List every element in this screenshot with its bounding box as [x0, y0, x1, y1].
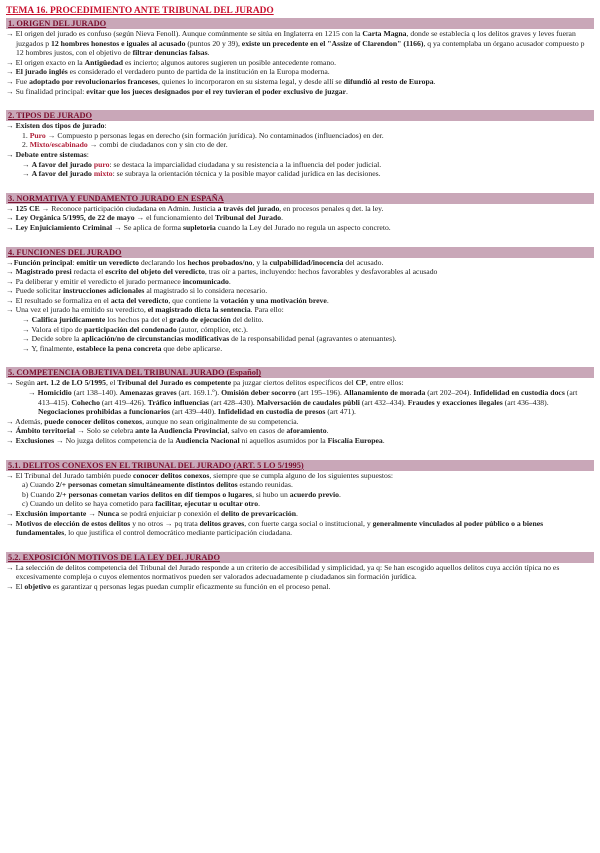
paragraph: → Puede solicitar instrucciones adicionales al magistrado si lo considera necesario.: [6, 286, 268, 296]
paragraph: → Ley Orgánica 5/1995, de 22 de mayo → el funcionamiento del Tribunal del Jurado.: [6, 213, 284, 223]
section-body-tipos: [6, 121, 594, 179]
paragraph: → Motivos de elección de estos delitos y no otros → pq trata delitos graves, con fuerte carga social o institucional, y generalmente vinculados al poder público o a bienes fundamentales, lo que justifica el control democrático mediante participación ciudadana.: [6, 518, 544, 538]
paragraph: → Decide sobre la aplicación/no de circunstancias modificativas de la responsabilidad penal (agravantes o atenuantes).: [22, 334, 397, 344]
paragraph: → Pa deliberar y emitir el veredicto el jurado permanece incomunicado.: [6, 276, 231, 286]
paragraph: → El objetivo es garantizar q personas legas puedan cumplir eficazmente su función en el proceso penal.: [6, 581, 331, 591]
paragraph: → El resultado se formaliza en el acta del veredicto, que contiene la votación y una motivación breve.: [6, 295, 329, 305]
paragraph: → Según art. 1.2 de LO 5/1995, el Tribunal del Jurado es competente pa juzgar ciertos delitos específicos del CP, entre ellos:: [6, 378, 404, 388]
section-heading-exposicion: 5.2. EXPOSICIÓN MOTIVOS DE LA LEY DEL JURADO: [6, 552, 594, 563]
paragraph: → El Tribunal del Jurado también puede conocer delitos conexos, siempre que se cumpla alguno de los siguientes supuestos:: [6, 470, 393, 480]
paragraph: → El origen exacto en la Antigüedad es incierto; algunos autores sugieren un posible antecedente romano.: [6, 57, 337, 67]
paragraph: → Su finalidad principal: evitar que los jueces designados por el rey tuvieran el poder exclusivo de juzgar.: [6, 86, 348, 96]
paragraph: → 125 CE → Reconoce participación ciudadana en Admin. Justicia a través del jurado, en procesos penales q det. la ley.: [6, 203, 384, 213]
document-page: [6, 5, 594, 592]
section-body-exposicion: [6, 563, 594, 592]
section-heading-conexos: 5.1. DELITOS CONEXOS EN EL TRIBUNAL DEL JURADO (ART. 5 LO 5/1995): [6, 460, 594, 471]
paragraph: → Además, puede conocer delitos conexos, aunque no sean originalmente de su competencia.: [6, 416, 299, 426]
paragraph: c) Cuando un delito se haya cometido para facilitar, ejecutar u ocultar otro.: [22, 499, 260, 509]
paragraph: → El jurado inglés es considerado el verdadero punto de partida de la institución en la Europa moderna.: [6, 67, 330, 77]
paragraph: → A favor del jurado puro: se destaca la imparcialidad ciudadana y su resistencia a la influencia del poder judicial.: [22, 159, 382, 169]
section-heading-origen: 1. ORIGEN DEL JURADO: [6, 18, 594, 29]
paragraph: → Exclusión importante → Nunca se podrá enjuiciar p conexión el delito de prevaricación.: [6, 508, 298, 518]
section-body-funciones: [6, 258, 594, 354]
paragraph: b) Cuando 2/+ personas cometan varios delitos en dif tiempos o lugares, si hubo un acuerdo previo.: [22, 489, 341, 499]
paragraph: → Ámbito territorial → Solo se celebra ante la Audiencia Provincial, salvo en casos de aforamiento.: [6, 426, 329, 436]
section-body-origen: [6, 29, 594, 96]
paragraph: 1. Puro → Compuesto p personas legas en derecho (sin formación jurídica). No contaminados (influenciados) en der.: [22, 130, 384, 140]
section-body-conexos: [6, 471, 594, 538]
section-heading-funciones: 4. FUNCIONES DEL JURADO: [6, 247, 594, 258]
paragraph: a) Cuando 2/+ personas cometan simultáneamente distintos delitos estando reunidas.: [22, 480, 293, 490]
section-heading-normativa: 3. NORMATIVA Y FUNDAMENTO JURADO EN ESPAÑA: [6, 193, 594, 204]
paragraph: → Exclusiones → No juzga delitos competencia de la Audiencia Nacional ni aquellos asumidos por la Fiscalía Europea.: [6, 436, 385, 445]
paragraph: →Función principal: emitir un veredicto declarando los hechos probados/no, y la culpabilidad/inocencia del acusado.: [6, 257, 384, 267]
paragraph: → Magistrado presi redacta el escrito del objeto del veredicto, tras oír a partes, incluyendo: hechos favorables y desfavorables al acusado: [6, 267, 438, 277]
document-title: TEMA 16. PROCEDIMIENTO ANTE TRIBUNAL DEL JURADO: [6, 6, 274, 16]
paragraph: → Una vez el jurado ha emitido su veredicto, el magistrado dicta la sentencia. Para ello:: [6, 305, 284, 315]
section-heading-tipos: 2. TIPOS DE JURADO: [6, 110, 594, 121]
paragraph: → Ley Enjuiciamiento Criminal → Se aplica de forma supletoria cuando la Ley del Jurado no regula un aspecto concreto.: [6, 222, 391, 232]
paragraph: 2. Mixto/escabinado → combi de ciudadanos con y sin cto de der.: [22, 140, 228, 150]
paragraph: → Y, finalmente, establece la pena concreta que debe aplicarse.: [22, 343, 223, 353]
section-heading-competencia: 5. COMPETENCIA OBJETIVA DEL TRIBUNAL JURADO (Español): [6, 367, 594, 378]
paragraph: → Fue adoptado por revolucionarios franceses, quienes lo incorporaron en su sistema legal, y desde allí se difundió al resto de Europa.: [6, 76, 436, 86]
paragraph: → Valora el tipo de participación del condenado (autor, cómplice, etc.).: [22, 324, 248, 334]
paragraph: → Homicidio (art 138–140). Amenazas graves (art. 169.1.º). Omisión deber socorro (art 195–196). Allanamiento de morada (art 202–204). Infidelidad en custodia docs (art 413–415). Cohecho (art 419–426). Tráfico influencias (art 428–430). Malversación de caudales públi (art 432–434). Fraudes y exacciones ilegales (art 436–438). Negociaciones prohibidas a funcionarios (art 439–440). Infidelidad en custodia de presos (art 471).: [28, 388, 578, 417]
paragraph: → La selección de delitos competencia del Tribunal del Jurado responde a un criterio de accesibilidad y simplicidad, ya q: Se han escogido aquellos delitos cuya acción típica no es excesivamente compleja o cuyos elementos normativos pueden ser valorados adecuadamente p ciudadanos sin formación jurídica.: [6, 562, 560, 582]
paragraph: → Debate entre sistemas:: [6, 149, 89, 159]
section-body-normativa: [6, 204, 594, 233]
paragraph: → El origen del jurado es confuso (según Nieva Fenoll). Aunque comúnmente se sitúa en Inglaterra en 1215 con la Carta Magna, donde se establecía q los delitos graves y leves fueran juzgados p 12 hombres honestos e iguales al acusado (puntos 20 y 39), existe un precedente en el "Assize of Clarendon" (1166), q ya contemplaba un órgano acusador compuesto p 12 hombres justos, con el objetivo de filtrar denuncias falsas.: [6, 29, 585, 58]
section-body-competencia: [6, 378, 594, 445]
paragraph: → A favor del jurado mixto: se subraya la orientación técnica y la posible mayor calidad jurídica en las decisiones.: [22, 169, 381, 179]
paragraph: → Existen dos tipos de jurado:: [6, 121, 107, 131]
paragraph: → Califica jurídicamente los hechos pa det el grado de ejecución del delito.: [22, 315, 264, 325]
